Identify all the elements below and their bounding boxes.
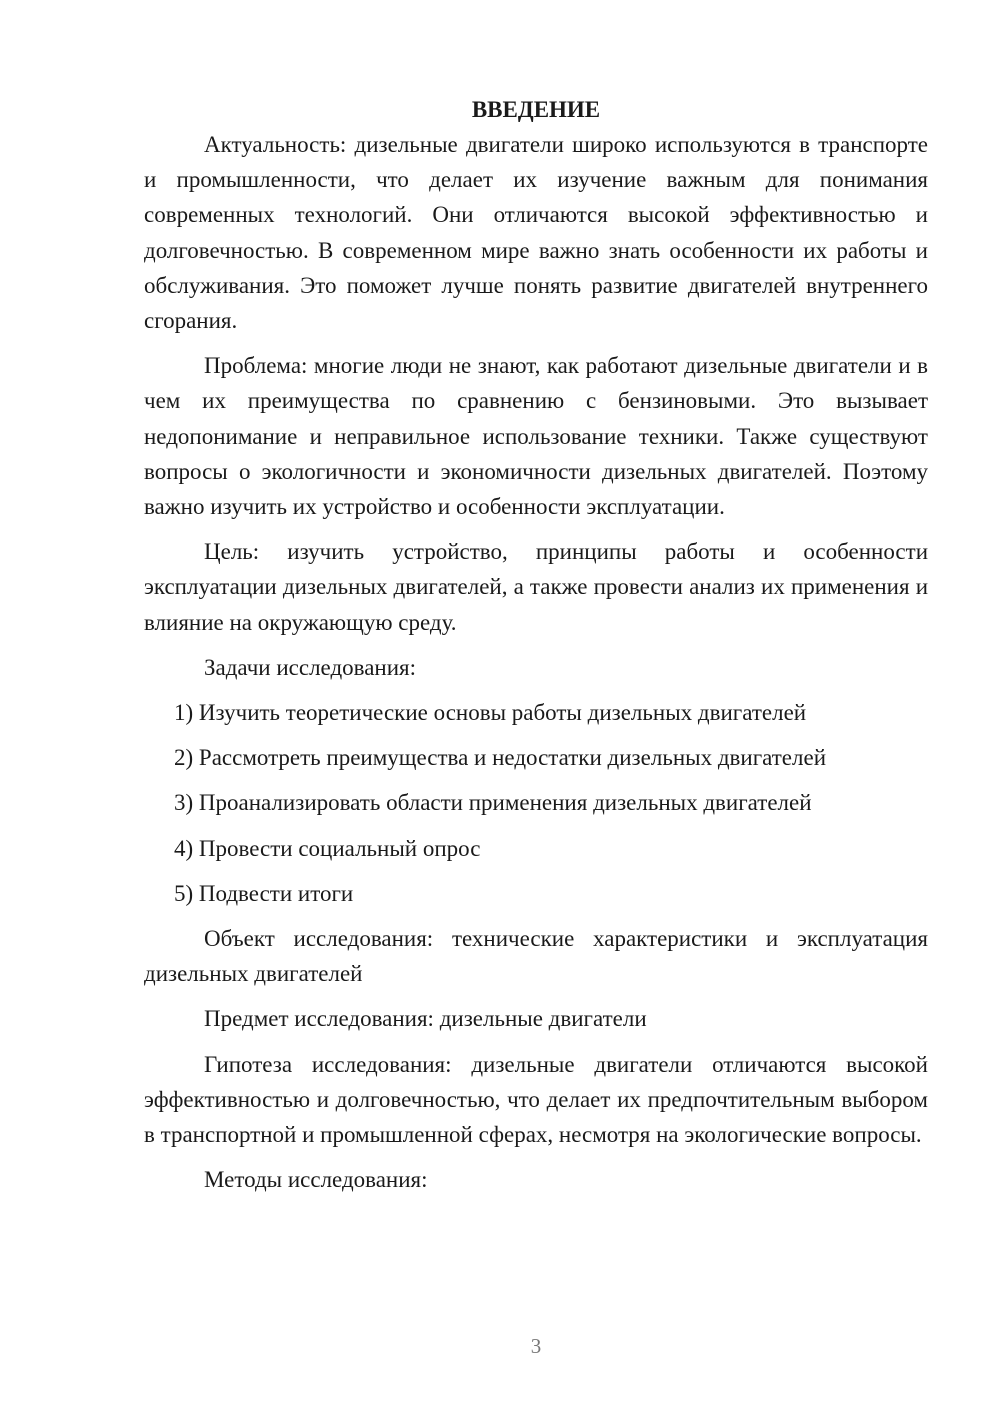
paragraph-subject: Предмет исследования: дизельные двигатели	[204, 1006, 647, 1032]
list-item: 3) Проанализировать области применения дизельных двигателей	[174, 790, 812, 816]
list-item: 2) Рассмотреть преимущества и недостатки дизельных двигателей	[174, 745, 826, 771]
paragraph-goal: Цель: изучить устройство, принципы работы и особенности эксплуатации дизельных двигателей, а также провести анализ их применения и влияние на окружающую среду.	[144, 539, 928, 635]
list-item: 5) Подвести итоги	[174, 880, 354, 906]
paragraph-problem: Проблема: многие люди не знают, как работают дизельные двигатели и в чем их преимущества по сравнению с бензиновыми. Это вызывает недопонимание и неправильное использование техники. Также существуют вопросы о экологичности и экономичности дизельных двигателей. Поэтому важно изучить их устройство и особенности эксплуатации.	[144, 353, 928, 520]
page-number: 3	[530, 1334, 542, 1358]
paragraph-relevance: Актуальность: дизельные двигатели широко используются в транспорте и промышленности, что делает их изучение важным для понимания современных технологий. Они отличаются высокой эффективностью и долговечностью. В современном мире важно знать особенности их работы и обслуживания. Это поможет лучше понять развитие двигателей внутреннего сгорания.	[144, 132, 928, 334]
document-page	[144, 92, 928, 1207]
tasks-title: Задачи исследования:	[204, 654, 417, 680]
list-item: 4) Провести социальный опрос	[174, 835, 481, 861]
tasks-list	[144, 695, 928, 911]
paragraph-hypothesis: Гипотеза исследования: дизельные двигатели отличаются высокой эффективностью и долговечностью, что делает их предпочтительным выбором в транспортной и промышленной сферах, несмотря на экологические вопросы.	[144, 1051, 928, 1148]
list-item: 1) Изучить теоретические основы работы дизельных двигателей	[174, 700, 807, 726]
methods-title: Методы исследования:	[204, 1167, 428, 1193]
page-title: ВВЕДЕНИЕ	[471, 97, 601, 122]
paragraph-object: Объект исследования: технические характеристики и эксплуатация дизельных двигателей	[144, 926, 928, 987]
